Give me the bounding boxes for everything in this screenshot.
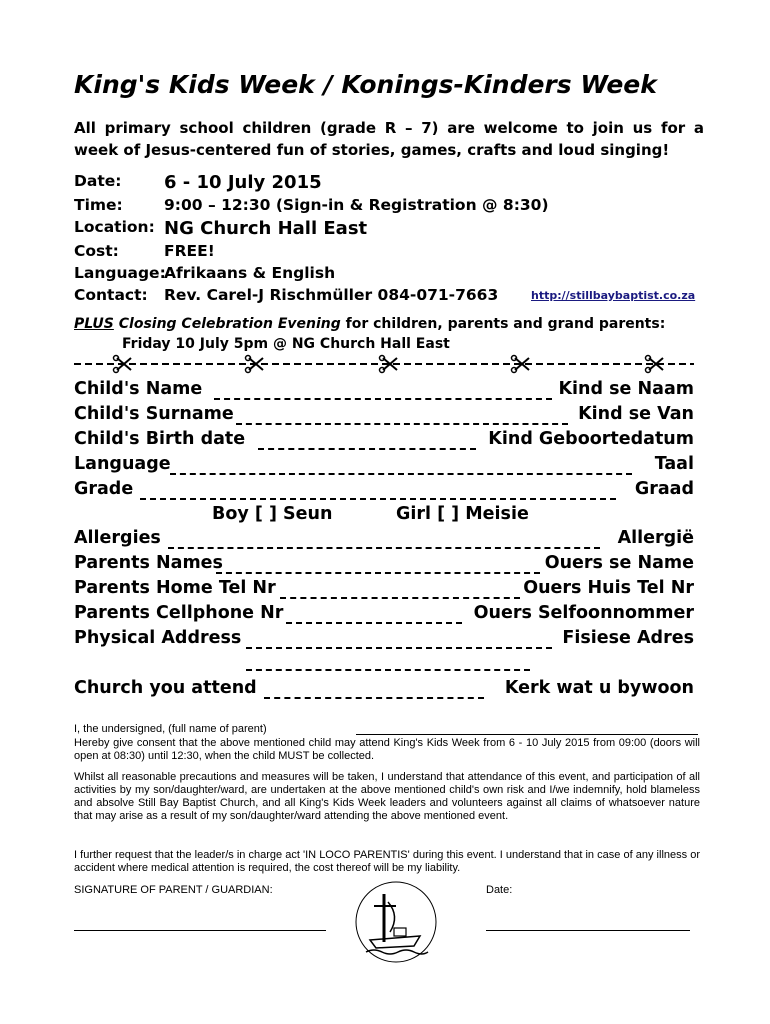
child-name-field[interactable]: [214, 398, 552, 400]
undersigned-text: I, the undersigned, (full name of parent): [74, 723, 267, 735]
intro-text: All primary school children (grade R – 7) are welcome to join us for a week of Jesus-centered fun of stories, games, crafts and loud singing!: [74, 119, 704, 159]
grade-label: Grade: [74, 479, 134, 499]
child-name-row: [74, 379, 694, 403]
date-label: Date:: [74, 172, 122, 190]
language-field-label: Language: [74, 454, 171, 474]
language-label: Language:: [74, 264, 166, 282]
location-label: Location:: [74, 218, 155, 236]
address-label-af: Fisiese Adres: [562, 628, 694, 648]
signature-label: SIGNATURE OF PARENT / GUARDIAN:: [74, 884, 273, 896]
consent-paragraph: Hereby give consent that the above mentioned child may attend King's Kids Week from 6 - 10 July 2015 from 09:00 (doors will open at 08:30) until 12:30, when the child MUST be collected.: [74, 737, 700, 762]
language-value: Afrikaans & English: [164, 264, 336, 282]
address-label: Physical Address: [74, 628, 242, 648]
date-label: Date:: [486, 884, 513, 896]
child-surname-row: [74, 404, 694, 428]
home-tel-label-af: Ouers Huis Tel Nr: [523, 578, 694, 598]
language-field-label-af: Taal: [654, 454, 694, 474]
website-link[interactable]: http://stillbaybaptist.co.za: [531, 289, 696, 302]
home-tel-label: Parents Home Tel Nr: [74, 578, 276, 598]
birth-date-label-af: Kind Geboortedatum: [488, 429, 694, 449]
time-label: Time:: [74, 196, 123, 214]
child-surname-field[interactable]: [236, 423, 568, 425]
closing-celebration-line: [74, 316, 665, 332]
birth-date-label: Child's Birth date: [74, 429, 246, 449]
plus-word: PLUS: [74, 316, 114, 332]
closing-event-name: Closing Celebration Evening: [118, 316, 341, 332]
loco-parentis-paragraph: I further request that the leader/s in charge act 'IN LOCO PARENTIS' during this event. I understand that in case of any illness or accident where medical attention is required, the cost thereof will be my liability.: [74, 849, 700, 874]
allergies-label: Allergies: [74, 528, 161, 548]
closing-event-details: Friday 10 July 5pm @ NG Church Hall East: [122, 336, 450, 352]
contact-label: Contact:: [74, 286, 148, 304]
address-row: [74, 628, 694, 652]
birth-date-row: [74, 429, 694, 453]
signature-date-field[interactable]: [486, 930, 690, 931]
location-value: NG Church Hall East: [164, 218, 368, 239]
allergies-label-af: Allergië: [617, 528, 694, 548]
boy-checkbox[interactable]: Boy [ ] Seun: [212, 504, 333, 524]
cellphone-label: Parents Cellphone Nr: [74, 603, 284, 623]
allergies-field[interactable]: [168, 547, 600, 549]
parents-names-field[interactable]: [216, 572, 540, 574]
grade-row: [74, 479, 694, 503]
church-label: Church you attend: [74, 678, 257, 698]
grade-label-af: Graad: [634, 479, 694, 499]
time-value: 9:00 – 12:30 (Sign-in & Registration @ 8:30): [164, 196, 549, 214]
cellphone-label-af: Ouers Selfoonnommer: [473, 603, 694, 623]
contact-value: Rev. Carel-J Rischmüller 084-071-7663: [164, 286, 499, 304]
allergies-row: [74, 528, 694, 552]
language-field[interactable]: [170, 473, 632, 475]
closing-event-audience: for children, parents and grand parents:: [340, 316, 666, 332]
church-logo-icon: [354, 880, 438, 964]
child-name-label-af: Kind se Naam: [558, 379, 694, 399]
grade-field[interactable]: [140, 498, 616, 500]
child-name-label: Child's Name: [74, 379, 203, 399]
parents-names-row: [74, 553, 694, 577]
language-field-row: [74, 454, 694, 478]
home-tel-row: [74, 578, 694, 602]
child-surname-label-af: Kind se Van: [578, 404, 694, 424]
indemnity-paragraph: Whilst all reasonable precautions and measures will be taken, I understand that attendance of this event, and participation of all activities by my son/daughter/ward, are undertaken at the above mentioned child's own risk and I/we indemnify, hold blameless and absolve Still Bay Baptist Church, and all King's Kids Week leaders and volunteers against all claims of whatsoever nature that may arise as a result of my son/daughter/ward attending the above mentioned event.: [74, 771, 700, 822]
home-tel-field[interactable]: [280, 597, 520, 599]
cut-line: [74, 354, 694, 374]
church-label-af: Kerk wat u bywoon: [504, 678, 694, 698]
girl-checkbox[interactable]: Girl [ ] Meisie: [396, 504, 529, 524]
cellphone-row: [74, 603, 694, 627]
page-title: King's Kids Week / Konings-Kinders Week: [74, 70, 657, 99]
church-row: [74, 678, 694, 702]
address-field-line-2[interactable]: [246, 669, 530, 671]
signature-field[interactable]: [74, 930, 326, 931]
cost-label: Cost:: [74, 242, 119, 260]
address-field[interactable]: [246, 647, 552, 649]
parents-names-label-af: Ouers se Name: [544, 553, 694, 573]
child-surname-label: Child's Surname: [74, 404, 234, 424]
birth-date-field[interactable]: [258, 448, 476, 450]
cellphone-field[interactable]: [286, 622, 462, 624]
cost-value: FREE!: [164, 242, 215, 260]
church-field[interactable]: [264, 697, 484, 699]
parent-name-field[interactable]: [356, 734, 698, 735]
date-value: 6 - 10 July 2015: [164, 172, 322, 193]
parents-names-label: Parents Names: [74, 553, 223, 573]
